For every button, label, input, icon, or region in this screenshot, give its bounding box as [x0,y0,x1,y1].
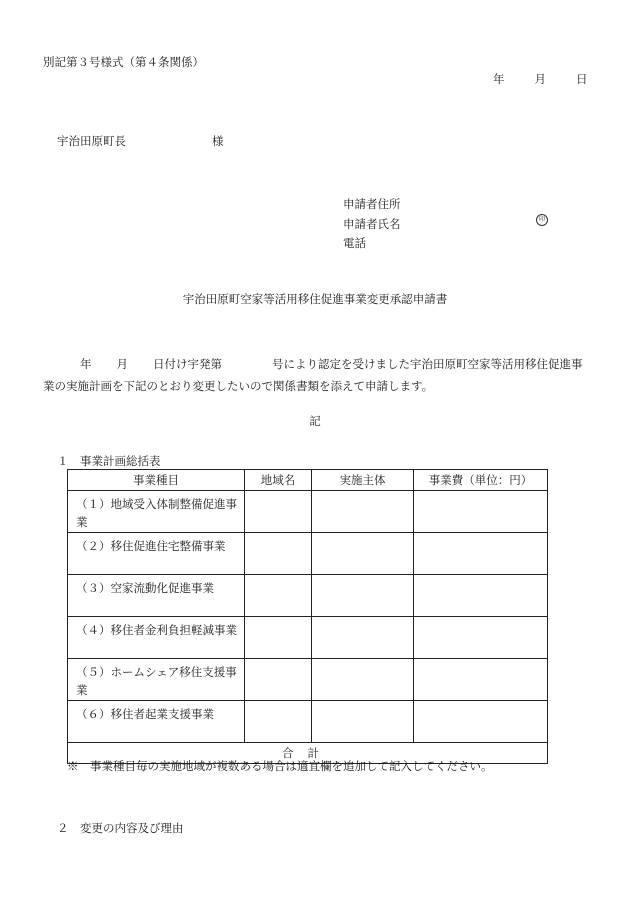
cost-cell[interactable] [414,659,548,701]
col-header-area: 地域名 [245,470,312,491]
area-cell[interactable] [245,617,312,659]
table-note: ※ 事業種目毎の実施地域が複数ある場合は適宜欄を追加して記入してください。 [67,759,493,773]
row-label: （４）移住者金利負担軽減事業 [68,617,245,659]
body-paragraph [43,353,593,397]
ki-heading: 記 [309,414,321,428]
body-year: 年 [80,357,92,371]
table-row [68,617,548,659]
applicant-address-label: 申請者住所 [343,197,401,211]
row-label: （５）ホームシェア移住支援事業 [68,659,245,701]
addressee-name: 宇治田原町長 [57,134,126,148]
applicant-phone-label: 電話 [343,236,366,250]
seal-mark: 印 [536,214,548,226]
section1-heading: １ 事業計画総括表 [57,454,161,468]
row-label: （２）移住促進住宅整備事業 [68,533,245,575]
operator-cell[interactable] [312,701,414,743]
row-label: （１）地域受入体制整備促進事業 [68,491,245,533]
operator-cell[interactable] [312,533,414,575]
area-cell[interactable] [245,575,312,617]
date-day: 日 [576,72,588,86]
operator-cell[interactable] [312,491,414,533]
body-date-prefix: 日付け宇発第 [153,357,222,371]
col-header-item: 事業種目 [68,470,245,491]
applicant-name-label: 申請者氏名 [343,216,401,231]
document-title: 宇治田原町空家等活用移住促進事業変更承認申請書 [182,292,448,306]
form-number-label: 別記第３号様式（第４条関係） [43,55,204,69]
total-label: 合計 [68,743,548,764]
row-label: （６）移住者起業支援事業 [68,701,245,743]
area-cell[interactable] [245,701,312,743]
section2-heading: ２ 変更の内容及び理由 [57,821,184,835]
table-row [68,491,548,533]
addressee-honorific: 様 [212,134,224,148]
table-row [68,575,548,617]
table-row [68,701,548,743]
table-header-row [68,470,548,491]
table-row [68,659,548,701]
cost-cell[interactable] [414,575,548,617]
operator-cell[interactable] [312,617,414,659]
summary-table [67,469,548,764]
area-cell[interactable] [245,533,312,575]
col-header-operator: 実施主体 [312,470,414,491]
date-month: 月 [534,72,546,86]
date-year: 年 [493,72,505,86]
addressee [57,134,224,148]
cost-cell[interactable] [414,491,548,533]
area-cell[interactable] [245,659,312,701]
col-header-cost: 事業費（単位：円） [414,470,548,491]
cost-cell[interactable] [414,617,548,659]
operator-cell[interactable] [312,659,414,701]
body-main-text: 号により認定を受けました宇治田原町空家等活用移住促進事業の実施計画を下記のとおり変更したいので関係書類を添えて申請します。 [43,357,583,393]
row-label: （３）空家流動化促進事業 [68,575,245,617]
cost-cell[interactable] [414,701,548,743]
cost-cell[interactable] [414,533,548,575]
applicant-block [343,195,545,254]
operator-cell[interactable] [312,575,414,617]
date-line [493,74,588,86]
area-cell[interactable] [245,491,312,533]
table-row [68,533,548,575]
body-month: 月 [116,357,128,371]
